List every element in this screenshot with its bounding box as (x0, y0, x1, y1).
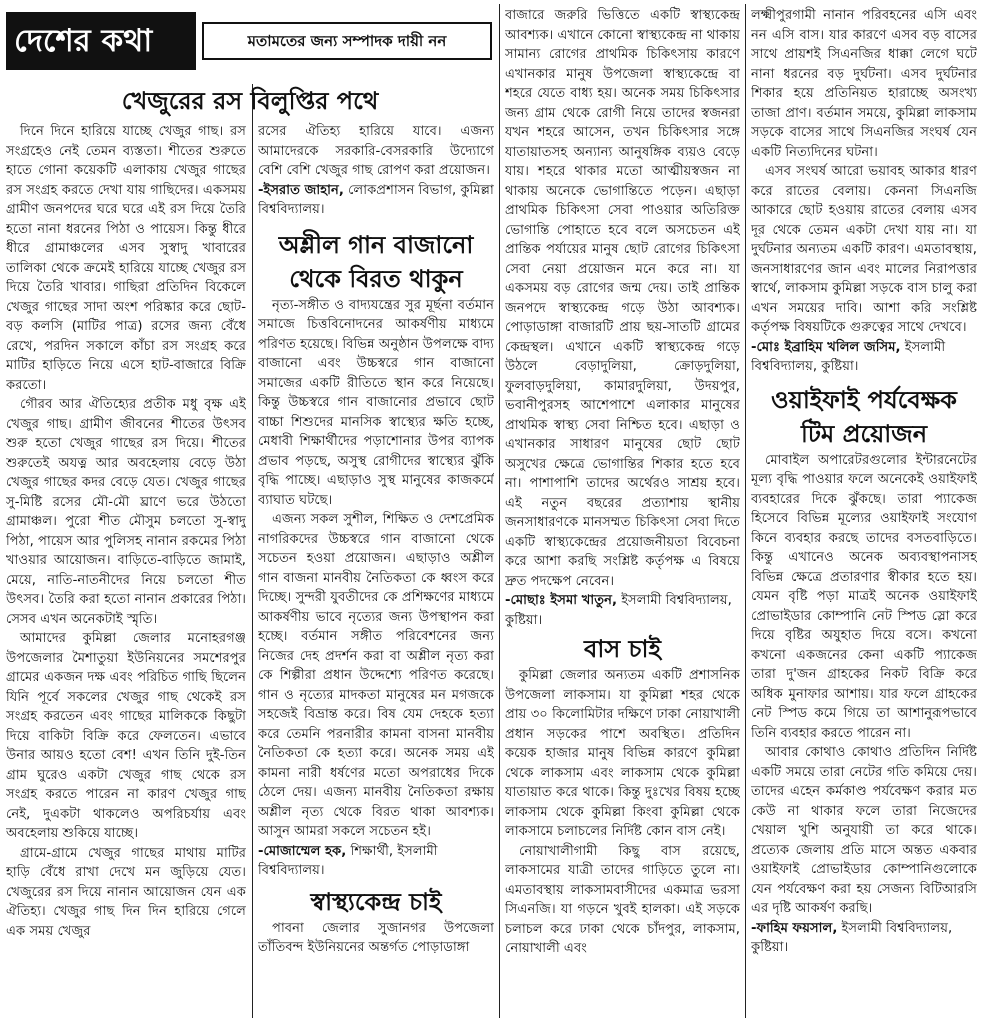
section-masthead (6, 12, 492, 70)
signature-name: -মোজাম্মেল হক, (258, 843, 347, 859)
column-divider (499, 4, 500, 1018)
article-wifi-signature (751, 919, 977, 958)
article-khejur-paragraph: দিনে দিনে হারিয়ে যাচ্ছে খেজুর গাছ। রস সংগ্রহেও নেই তেমন ব্যস্ততা। শীতের শুরুতে হাতে গোনা কয়েকটি এলাকায় খেজুর গাছের রস সংগ্রহ করতে দেখা যায় গাছিদের। একসময় গ্রামীণ জনপদের ঘরে ঘরে এই রস দিয়ে তৈরি হতো নানা ধরনের পিঠা ও পায়েস। কিন্তু ধীরে ধীরে গ্রামাঞ্চলের এসব সুস্বাদু খাবারের তালিকা থেকে ক্রমেই হারিয়ে যাচ্ছে খেজুর রস দিয়ে তৈরি খাবার। গাছিরা প্রতিদিন বিকেলে খেজুর গাছের সাদা অংশ পরিষ্কার করে ছোট-বড় কলসি (মাটির পাত্র) রসের জন্য বেঁধে রেখে, পরদিন সকালে কাঁচা রস সংগ্রহ করে মাটির হাড়িতে নিয়ে এসে হাট-বাজারে বিক্রি করতো। (6, 124, 246, 393)
signature-name: -মোছাঃ ইসমা খাতুন, (505, 593, 617, 608)
article-health-paragraph: পাবনা জেলার সুজানগর উপজেলা তাঁতিবন্দ ইউনিয়নের অন্তর্গত পোড়াডাঙ্গা (258, 920, 494, 955)
article-bus-headline: বাস চাই (584, 634, 661, 663)
signature-affiliation: ইসলামী বিশ্ববিদ্যালয়, কুষ্টিয়া। (751, 920, 953, 955)
article-wifi-headline-line2: টিম প্রয়োজন (800, 418, 928, 448)
article-khejur-paragraph: রসের ঐতিহ্য হারিয়ে যাবে। এজন্য আমাদেরকে সরকারি-বেসরকারি উদ্যোগে বেশি বেশি খেজুর গাছ রোপণ করা প্রয়োজন। (258, 124, 494, 178)
signature-affiliation: ইসলামী বিশ্ববিদ্যালয়, কুষ্টিয়া। (751, 339, 946, 374)
article-gaan-paragraph: এজন্য সকল সুশীল, শিক্ষিত ও দেশপ্রেমিক নাগরিকদের উচ্চস্বরে গান বাজানো থেকে সচেতন হওয়া প্রয়োজন। এছাড়াও অশ্লীল গান বাজনা মানবীয় নৈতিকতা কে ধ্বংস করে দিচ্ছে। সুন্দরী যুবতীদের কে প্রশিক্ষণের মাধ্যমে আকর্ষণীয় ভাবে নৃত্যের জন্য উপস্থাপন করা হচ্ছে। বর্তমান সঙ্গীত পরিবেশনের জন্য নিজের দেহ প্রদর্শন করা বা অশ্লীল নৃত্য করা কে শিল্পীরা প্রধান উদ্দেশ্যে পরিণত করেছে। গান ও নৃত্যের মাদকতা মানুষের মন মগজকে সহজেই বিভ্রান্ত করে। বিষ যেম দেহকে হত্যা করে তেমনি পরনারীর কামনা বাসনা মানবীয় নৈতিকতা কে হত্যা করে। অনেক সময় এই কামনা নারী ধর্ষণের মতো অপরাধের দিকে ঠেলে দেয়। এজন্য মানবীয় নৈতিকতা রক্ষায় অশ্লীল নৃত্য থেকে বিরত থাকা আবশ্যক। আসুন আমরা সকলে সচেতন হই। (258, 512, 494, 839)
column-1 (6, 122, 246, 1020)
signature-name: -মোঃ ইব্রাহিম খলিল জসিম, (751, 339, 901, 355)
article-khejur-paragraph: গৌরব আর ঐতিহ্যের প্রতীক মধু বৃক্ষ এই খেজুর গাছ। গ্রামীণ জীবনের শীতের উৎসব শুরু হতো খেজুর গাছের রস দিয়ে। শীতের শুরুতেই অযত্ন আর অবহেলায় বেড়ে উঠা খেজুর গাছের কদর বেড়ে যেত। খেজুর গাছের সু-মিষ্টি রসের মৌ-মৌ ঘ্রাণে ভরে উঠতো গ্রামাঞ্চল। পুরো শীত মৌসুম চলতো সু-স্বাদু পিঠা, পায়েস আর পুলিসহ নানান রকমের পিঠা খাওয়ার আয়োজন। বাড়িতে-বাড়িতে জামাই, মেয়ে, নাতি-নাতনীদের নিয়ে চলতো শীত উৎসব। তৈরি করা হতো নানান প্রকারের পিঠা। সেসব এখন অনেকটাই স্মৃতি। (6, 397, 246, 627)
article-bus-paragraph: কুমিল্লা জেলার অন্যতম একটি প্রশাসনিক উপজেলা লাকসাম। যা কুমিল্লা শহর থেকে প্রায় ৩০ কিলোমিটার দক্ষিণে ঢাকা নোয়াখালী প্রধান সড়কের পাশে অবস্থিত। প্রতিদিন কয়েক হাজার মানুষ বিভিন্ন কারণে কুমিল্লা থেকে লাকসাম এবং লাকসাম থেকে কুমিল্লা যাতায়াত করে থাকে। কিন্তু দুঃখের বিষয় হচ্ছে লাকসাম থেকে কুমিল্লা কিংবা কুমিল্লা থেকে লাকসামে চলাচলের নির্দিষ্ট কোন বাস নেই। (505, 668, 740, 839)
column-divider (745, 4, 746, 1018)
signature-affiliation: ইসলামী বিশ্ববিদ্যালয়, কুষ্টিয়া। (505, 593, 732, 628)
signature-name: -ফাহিম ফয়সাল, (751, 920, 838, 936)
article-bus-paragraph: লক্ষ্মীপুরগামী নানান পরিবহনের এসি এবং নন এসি বাস। যার কারণে এসব বড় বাসের সাথে প্রায়শই সিএনজির ধাক্কা লেগে ঘটে নানা ধরনের বড় দুর্ঘটনা। এসব দুর্ঘটনার শিকার হয়ে প্রতিনিয়ত হারাচ্ছে অসংখ্য তাজা প্রাণ। বর্তমান সময়ে, কুমিল্লা লাকসাম সড়কে বাসের সাথে সিএনজির সংঘর্ষ যেন একটি নিত্যদিনের ঘটনা। (751, 8, 977, 160)
article-gaan-signature (258, 842, 494, 881)
signature-affiliation: লোকপ্রশাসন বিভাগ, কুমিল্লা বিশ্ববিদ্যালয়। (258, 182, 494, 217)
article-health-headline: স্বাস্থ্যকেন্দ্র চাই (310, 886, 442, 916)
article-health-paragraph: বাজারে জরুরি ভিত্তিতে একটি স্বাস্থ্যকেন্দ্র আবশ্যক। এখানে কোনো স্বাস্থ্যকেন্দ্র না থাকায় সামান্য রোগের প্রাথমিক চিকিৎসায় কারণে এখানকার মানুষ উপজেলা স্বাস্থ্যকেন্দ্রে বা শহরে যেতে বাধ্য হয়। অনেক সময় চিকিৎসার জন্য গ্রাম থেকে রোগী নিয়ে তাদের স্বজনরা যখন শহরে আসেন, তখন চিকিৎসার সঙ্গে যাতায়াতসহ অন্যান্য আনুষঙ্গিক ব্যয়ও বেড়ে যায়। শহরে থাকার মতো আত্মীয়স্বজন না থাকায় অনেকে ভোগান্তিতে পড়েন। এছাড়া প্রাথমিক চিকিৎসা সেবা পাওয়ার অতিরিক্ত ভোগান্তি পোহাতে হবে বলে অসচেতন এই প্রান্তিক পর্যায়ের মানুষ ছোট রোগের চিকিৎসা সেবা নেয়া প্রয়োজন মনে করে না। যা একসময় বড় রোগের জন্ম দেয়। তাই প্রান্তিক জনপদে স্বাস্থ্যকেন্দ্র গড়ে উঠা আবশ্যক। পোড়াডাঙ্গা বাজারটি প্রায় ছয়-সাতটি গ্রামের কেন্দ্রস্থল। এখানে একটি স্বাস্থ্যকেন্দ্র গড়ে উঠলে বেড়াদুলিয়া, ক্রোড়দুলিয়া, ফুলবাড়দুলিয়া, কামারদুলিয়া, উদয়পুর, ভবানীপুরসহ আশেপাশে এলাকার মানুষের প্রাথমিক স্বাস্থ্য সেবা নিশ্চিত হবে। এছাড়া ও এখানকার সাধারণ মানুষের ছোট ছোট অসুখের ক্ষেত্রে ভোগান্তির শিকার হতে হবে না। পাশাপাশি তাদের অর্থেরও সাশ্রয় হবে। এই নতুন বছরের প্রত্যাশায় স্থানীয় জনসাধারণকে মানসম্মত চিকিৎসা সেবা দিতে একটি স্বাস্থ্যকেন্দ্রের প্রয়োজনীয়তা বিবেচনা করে আশা করছি সংশ্লিষ্ট কর্তৃপক্ষ এ বিষয়ে দ্রুত পদক্ষেপ নেবেন। (505, 8, 740, 589)
article-khejur-paragraph: আমাদের কুমিল্লা জেলার মনোহরগঞ্জ উপজেলার মৈশাতুয়া ইউনিয়নের সমশেরপুর গ্রামের একজন দক্ষ এবং পরিচিত গাছি ছিলেন যিনি পূর্বে সকলের খেজুর গাছ থেকেই রস সংগ্রহ করতেন এবং গাছের মালিককে কিছুটা দিয়ে বাকিটা বিক্রি করে ফেলতেন। এভাবে উনার আয়ও হতো বেশ! এখন তিনি দুই-তিন গ্রাম ঘুরেও একটা খেজুর গাছ থেকে রস সংগ্রহ করতে পারেন না কারণ খেজুর গাছ নেই, দুএকটা থাকলেও অপরিচর্যায় এবং অবহেলায় শুকিয়ে যাচ্ছে। (6, 631, 246, 841)
article-khejur-signature (258, 181, 494, 220)
article-bus-paragraph: নোয়াখালীগামী কিছু বাস রয়েছে, লাকসামের যাত্রী তাদের গাড়িতে তুলে না। এমতাবস্থায় লাকসামবাসীদের একমাত্র ভরসা সিএনজি। যা গড়নে খুবই হালকা। এই সড়কে চলাচল করে ঢাকা থেকে চাঁদপুর, লাকসাম, নোয়াখালী এবং (505, 843, 740, 956)
article-khejur-headline-box (6, 84, 494, 124)
article-wifi-paragraph: আবার কোথাও কোথাও প্রতিদিন নির্দিষ্ট একটি সময়ে তারা নেটের গতি কমিয়ে দেয়। তাদের এহেন কর্মকাণ্ড পর্যবেক্ষণ করার মত কেউ না থাকার ফলে তারা নিজেদের খেয়াল খুশি অনুযায়ী তা করে থাকে। প্রত্যেক জেলায় প্রতি মাসে অন্তত একবার ওয়াইফাই প্রোভাইডার কোম্পানিগুলোকে যেন পর্যবেক্ষণ করা হয় সেজন্য বিটিআরসি এর দৃষ্টি আকর্ষণ করছি। (751, 745, 977, 916)
article-khejur-headline: খেজুরের রস বিলুপ্তির পথে (121, 86, 379, 115)
article-gaan-headline-line1: অশ্লীল গান বাজানো (278, 229, 474, 259)
article-bus-paragraph: এসব সংঘর্ষ আরো ভয়াবহ আকার ধারণ করে রাতের বেলায়। কেননা সিএনজি আকারে ছোট হওয়ায় রাতের বেলায় এসব দূর থেকে তেমন একটা দেখা যায় না। যা দুর্ঘটনার অন্যতম একটি কারণ। এমতাবস্থায়, জনসাধারণের জান এবং মালের নিরাপত্তার স্বার্থে, লাকসাম কুমিল্লা সড়কে বাস চালু করা এখন সময়ের দাবি। আশা করি সংশ্লিষ্ট কর্তৃপক্ষ বিষয়টিকে গুরুত্বের সাথে দেখবে। (751, 164, 977, 335)
article-health-signature (505, 591, 740, 630)
article-bus-signature (751, 338, 977, 377)
article-wifi-headline-line1: ওয়াইফাই পর্যবেক্ষক (771, 384, 957, 414)
column-4 (751, 6, 977, 1020)
signature-name: -ইসরাত জাহান, (258, 182, 344, 198)
section-title: দেশের কথা (6, 12, 196, 70)
column-3 (505, 6, 740, 1020)
editor-disclaimer: মতামতের জন্য সম্পাদক দায়ী নন (202, 22, 492, 60)
signature-affiliation: শিক্ষার্থী, ইসলামী বিশ্ববিদ্যালয়। (258, 843, 438, 878)
article-gaan-paragraph: নৃত্য-সঙ্গীত ও বাদ্যযন্ত্রের সুর মূর্ছনা বর্তমান সমাজে চিত্তবিনোদনের আকর্ষণীয় মাধ্যমে পরিণত হয়েছে। বিভিন্ন অনুষ্ঠান উপলক্ষে বাদ্য বাজানো এবং উচ্চস্বরে গান বাজানো সমাজের একটি রীতিতে স্থান করে নিয়েছে। কিন্তু উচ্চস্বরে গান বাজানোর প্রভাবে ছোট বাচ্চা শিশুদের মানসিক স্বাস্থ্যের ক্ষতি হচ্ছে, মেধাবী শিক্ষার্থীদের পড়াশোনার উপর ব্যাপক প্রভাব পড়ছে, অসুস্থ রোগীদের স্বাস্থ্যের ঝুঁকি বৃদ্ধি পাচ্ছে। এছাড়াও সুস্থ মানুষের কাজকর্মে ব্যাঘাত ঘটছে। (258, 297, 494, 508)
column-divider (252, 84, 253, 1018)
article-khejur-paragraph: গ্রামে-গ্রামে খেজুর গাছের মাথায় মাটির হাড়ি বেঁধে রাখা দেখে মন জুড়িয়ে যেত। খেজুরের রস দিয়ে নানান আয়োজন যেন এক ঐতিহ্য। খেজুর গাছ দিন দিন হারিয়ে গেলে এক সময় খেজুর (6, 845, 246, 939)
article-gaan-headline-line2: থেকে বিরত থাকুন (289, 263, 463, 293)
article-wifi-paragraph: মোবাইল অপারেটরগুলোর ইন্টারনেটের মূল্য বৃদ্ধি পাওয়ার ফলে অনেকেই ওয়াইফাই ব্যবহারের দিকে ঝুঁকছে। তারা প্যাকেজ হিসেবে বিভিন্ন মূল্যের ওয়াইফাই সংযোগ কিনে ব্যবহার করছে তাদের বসতবাড়িতে। কিন্তু এখানেও অনেক অব্যবস্থাপনাসহ বিভিন্ন ক্ষেত্রে প্রতারণার স্বীকার হতে হয়। যেমন বৃষ্টি পড়া মাত্রই অনেক ওয়াইফাই প্রোভাইডার কোম্পানি নেট স্পিড স্লো করে দিয়ে বৃষ্টির অযুহাত দিয়ে বসে। কখনো কখনো একজনের কেনা একটি প্যাকেজ তারা দু'জন গ্রাহকের নিকট বিক্রি করে অধিক মুনাফার আশায়। যার ফলে গ্রাহকের নেট স্পিড কমে গিয়ে তা আশানুরূপভাবে তিনি ব্যবহার করতে পারেন না। (751, 452, 977, 741)
column-2 (258, 122, 494, 1020)
